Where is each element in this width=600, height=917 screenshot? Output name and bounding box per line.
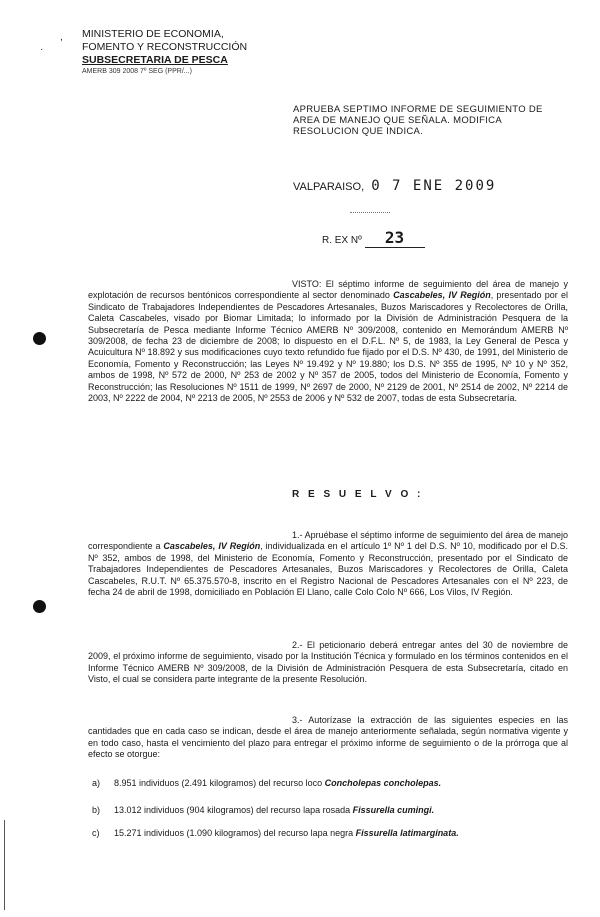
ministry-header	[82, 28, 247, 76]
resolution-label: R. EX Nº	[322, 235, 362, 246]
ministry-line2: FOMENTO Y RECONSTRUCCIÓN	[82, 41, 248, 53]
resolution-number	[322, 228, 425, 248]
art3-text: 3.- Autorízase la extracción de las siguientes especies en las cantidades que en cada caso se indican, desde el área de manejo anteriormente señalada, según normativa vigente y en todo caso, hasta el vencimiento del plazo para entregar el próximo informe de seguimiento o de la prórroga que al efecto se otorgue:	[88, 715, 568, 760]
species-item-c	[92, 828, 562, 839]
species-item-a	[92, 778, 562, 789]
art2-text: 2.- El peticionario deberá entregar antes del 30 de noviembre de 2009, el próximo informe de seguimiento, visado por la Institución Técnica y formulado en los términos contenidos en el Informe Técnico AMERB Nº 309/2008, de la División de Administración Pesquera de esta Subsecretaría, citado en Visto, el cual se considera parte integrante de la presente Resolución.	[88, 640, 568, 685]
art1-text-a: 1.- Apruébase el séptimo informe de seguimiento del área de manejo correspondiente a	[88, 530, 568, 552]
punch-hole	[33, 332, 46, 345]
scan-speck: ,	[60, 32, 63, 43]
ministry-line1: MINISTERIO DE ECONOMIA,	[82, 28, 224, 40]
file-reference: AMERB 309 2008 7º SEG (PPR/...)	[82, 68, 192, 75]
visto-sector: Cascabeles, IV Región	[393, 290, 491, 301]
scan-edge	[4, 820, 5, 910]
art1-sector: Cascabeles, IV Región	[163, 541, 261, 552]
date-stamp: 0 7 ENE 2009	[371, 178, 497, 194]
item-text: 8.951 individuos (2.491 kilogramos) del recurso loco	[114, 778, 325, 788]
dotted-line	[350, 212, 390, 213]
item-species: Fissurella cumingi.	[352, 805, 435, 815]
scan-speck: ·	[40, 44, 44, 55]
item-text: 15.271 individuos (1.090 kilogramos) del recurso lapa negra	[114, 828, 356, 838]
item-text: 13.012 individuos (904 kilogramos) del recurso lapa rosada	[114, 805, 353, 815]
subject-heading: APRUEBA SEPTIMO INFORME DE SEGUIMIENTO DE AREA DE MANEJO QUE SEÑALA. MODIFICA RESOLUCION QUE INDICA.	[293, 104, 543, 137]
item-label: b)	[92, 805, 101, 815]
item-label: a)	[92, 778, 101, 788]
art1-text-b: , individualizada en el artículo 1º Nº 1 del D.S. Nº 10, modificado por el D.S. Nº 352, ambos de 1998, del Ministerio de Economía, Fomento y Reconstrucción, presentado por el Sindicato de Trabajadores Independientes de Pescadores Artesanales, Buzos Mariscadores y Recolectores de Orilla, Caleta Cascabeles, R.U.T. Nº 65.375.570-8, inscrito en el Registro Nacional de Pescadores Artesanales con el Nº 223, de fecha 24 de abril de 1998, domiciliado en Población El Llano, calle Colo Colo Nº 666, Los Vilos, IV Región.	[88, 541, 568, 598]
ministry-line3: SUBSECRETARIA DE PESCA	[82, 54, 228, 66]
species-item-b	[92, 805, 562, 816]
visto-paragraph	[88, 279, 568, 404]
place: VALPARAISO,	[293, 181, 365, 193]
article-1	[88, 530, 568, 598]
resuelvo-heading: R E S U E L V O :	[292, 489, 424, 500]
punch-hole	[33, 600, 46, 613]
article-3	[88, 715, 568, 761]
item-species: Fissurella latimarginata.	[355, 828, 459, 838]
visto-text-b: , presentado por el Sindicato de Trabajadores Independientes de Pescadores Artesanales, Buzos Mariscadores y Recolectores de Orilla, Caleta Cascabeles, visado por Biomar Limitada; lo informado por la División de Administración Pesquera de la Subsecretaría de Pesca mediante Informe Técnico AMERB Nº 309/2008, contenido en Memorándum AMERB Nº 309/2008, de fecha 23 de diciembre de 2008; lo dispuesto en el D.F.L. Nº 5, de 1983, la Ley General de Pesca y Acuicultura Nº 18.892 y sus modificaciones cuyo texto refundido fue fijado por el D.S. Nº 430, de 1991, del Ministerio de Economía, Fomento y Reconstrucción; las Leyes Nº 19.492 y Nº 19.880; los D.S. Nº 355 de 1995, Nº 10 y Nº 352, ambos de 1998, Nº 572 de 2000, Nº 253 de 2002 y Nº 357 de 2005, todos del Ministerio de Economía, Fomento y Reconstrucción; las Resoluciones Nº 1511 de 1999, Nº 2697 de 2000, Nº 2129 de 2001, Nº 2514 de 2002, Nº 2214 de 2003, Nº 2222 de 2004, Nº 2213 de 2005, Nº 2553 de 2006 y Nº 532 de 2007, todas de esta Subsecretaría.	[88, 290, 568, 404]
dateline	[293, 178, 496, 194]
visto-text-a: VISTO: El séptimo informe de seguimiento del área de manejo y explotación de recursos bentónicos correspondiente al sector denominado	[88, 279, 568, 301]
item-species: Concholepas concholepas.	[324, 778, 442, 788]
article-2	[88, 640, 568, 686]
resolution-value: 23	[365, 228, 425, 248]
item-label: c)	[92, 828, 100, 838]
